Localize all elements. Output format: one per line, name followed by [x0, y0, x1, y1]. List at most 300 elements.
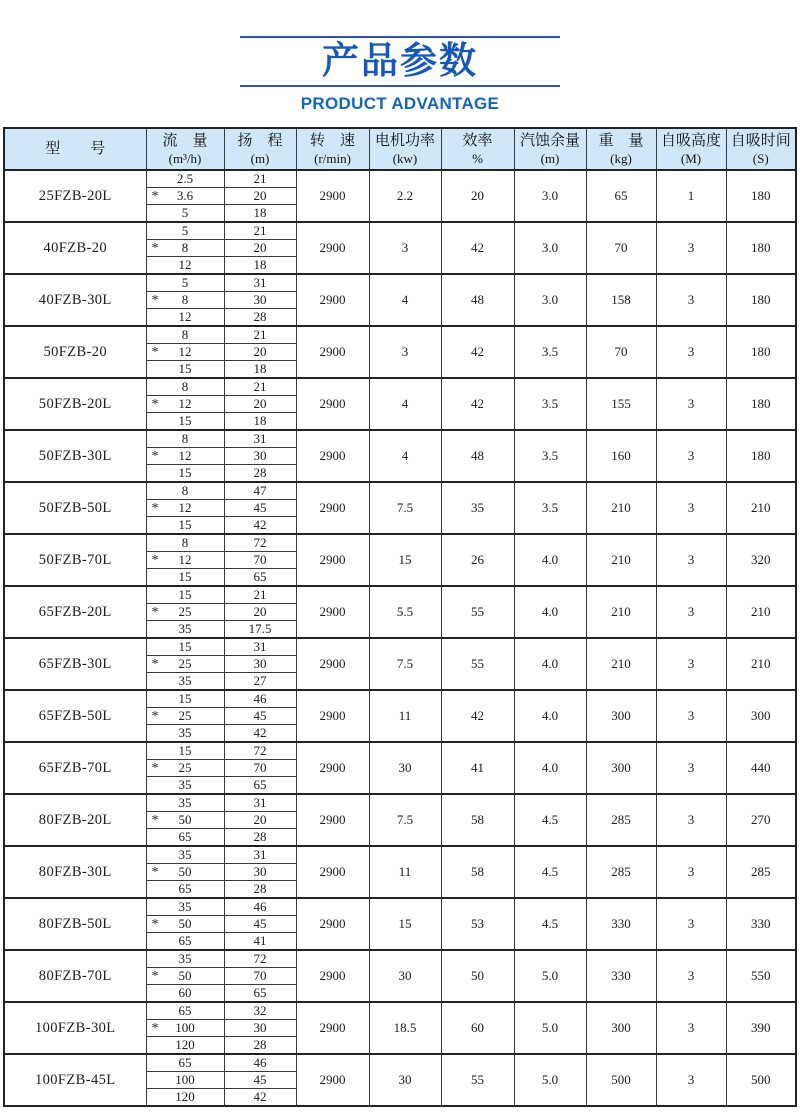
flow-cell [146, 361, 224, 379]
model-group [4, 846, 796, 898]
prime-height-cell: 3 [656, 690, 726, 742]
head-cell: 31 [224, 846, 296, 864]
col-label: 重 量 [598, 132, 644, 149]
weight-cell: 300 [586, 742, 656, 794]
col-header-speed [296, 128, 369, 170]
power-cell: 2.2 [369, 170, 441, 222]
flow-cell [146, 933, 224, 951]
head-cell: 27 [224, 673, 296, 691]
npsh-cell: 4.0 [514, 742, 586, 794]
head-cell: 20 [224, 344, 296, 361]
prime-height-cell: 3 [656, 274, 726, 326]
flow-cell [146, 378, 224, 396]
flow-value: 15 [178, 413, 192, 429]
head-cell: 28 [224, 1037, 296, 1055]
efficiency-cell: 55 [441, 1054, 514, 1106]
head-cell: 46 [224, 1054, 296, 1072]
title-rule-bottom [240, 85, 560, 87]
head-cell: 45 [224, 708, 296, 725]
head-cell: 20 [224, 240, 296, 257]
spec-subrow [4, 326, 796, 344]
prime-time-cell: 500 [726, 1054, 796, 1106]
flow-cell: * 100 [146, 1020, 224, 1037]
flow-cell: * 25 [146, 708, 224, 725]
col-label: 扬 程 [237, 132, 283, 149]
model-cell: 50FZB-20 [4, 326, 146, 378]
model-group [4, 1054, 796, 1106]
head-cell: 30 [224, 1020, 296, 1037]
flow-cell: * 25 [146, 656, 224, 673]
prime-time-cell: 440 [726, 742, 796, 794]
speed-cell: 2900 [296, 794, 369, 846]
flow-value: 3.6 [176, 188, 194, 204]
prime-height-cell: 1 [656, 170, 726, 222]
efficiency-cell: 55 [441, 638, 514, 690]
flow-value: 120 [175, 1089, 195, 1105]
speed-cell: 2900 [296, 222, 369, 274]
prime-height-cell: 3 [656, 1002, 726, 1054]
flow-value: 35 [178, 951, 192, 967]
col-header-flow [146, 128, 224, 170]
page-subtitle: PRODUCT ADVANTAGE [300, 94, 500, 114]
flow-value: 35 [178, 725, 192, 741]
weight-cell: 285 [586, 846, 656, 898]
flow-value: 15 [178, 691, 192, 707]
col-unit: (m) [540, 150, 560, 166]
head-cell: 45 [224, 1072, 296, 1089]
model-group [4, 794, 796, 846]
model-cell: 65FZB-70L [4, 742, 146, 794]
power-cell: 7.5 [369, 482, 441, 534]
efficiency-cell: 41 [441, 742, 514, 794]
head-cell: 42 [224, 1089, 296, 1107]
head-cell: 46 [224, 690, 296, 708]
col-label: 型 号 [45, 141, 106, 158]
model-group [4, 638, 796, 690]
flow-value: 35 [178, 673, 192, 689]
head-cell: 18 [224, 361, 296, 379]
head-cell: 32 [224, 1002, 296, 1020]
model-cell: 50FZB-70L [4, 534, 146, 586]
speed-cell: 2900 [296, 170, 369, 222]
flow-value: 50 [178, 812, 192, 828]
efficiency-cell: 50 [441, 950, 514, 1002]
weight-cell: 158 [586, 274, 656, 326]
npsh-cell: 5.0 [514, 1002, 586, 1054]
flow-value: 65 [178, 829, 192, 845]
head-cell: 31 [224, 430, 296, 448]
prime-time-cell: 180 [726, 170, 796, 222]
col-unit: (r/min) [314, 150, 351, 166]
flow-cell [146, 725, 224, 743]
spec-subrow [4, 1054, 796, 1072]
flow-value: 12 [178, 500, 192, 516]
npsh-cell: 4.0 [514, 534, 586, 586]
prime-time-cell: 300 [726, 690, 796, 742]
prime-time-cell: 210 [726, 482, 796, 534]
flow-value: 35 [178, 621, 192, 637]
npsh-cell: 4.5 [514, 898, 586, 950]
prime-height-cell: 3 [656, 534, 726, 586]
head-cell: 20 [224, 396, 296, 413]
head-cell: 21 [224, 170, 296, 188]
prime-height-cell: 3 [656, 222, 726, 274]
power-cell: 15 [369, 898, 441, 950]
power-cell: 30 [369, 950, 441, 1002]
flow-value: 5 [181, 275, 189, 291]
title-rule-top [240, 36, 560, 38]
flow-value: 50 [178, 916, 192, 932]
flow-value: 12 [178, 552, 192, 568]
prime-height-cell: 3 [656, 794, 726, 846]
head-cell: 30 [224, 292, 296, 309]
prime-height-cell: 3 [656, 1054, 726, 1106]
head-cell: 70 [224, 968, 296, 985]
prime-time-cell: 180 [726, 274, 796, 326]
col-header-power [369, 128, 441, 170]
head-cell: 21 [224, 586, 296, 604]
head-cell: 30 [224, 448, 296, 465]
weight-cell: 285 [586, 794, 656, 846]
flow-value: 15 [178, 361, 192, 377]
head-cell: 30 [224, 864, 296, 881]
flow-value: 8 [181, 379, 189, 395]
flow-value: 5 [181, 205, 189, 221]
flow-cell: * 50 [146, 864, 224, 881]
npsh-cell: 3.0 [514, 222, 586, 274]
flow-cell: * 25 [146, 760, 224, 777]
flow-value: 25 [178, 708, 192, 724]
model-cell: 40FZB-30L [4, 274, 146, 326]
head-cell: 28 [224, 829, 296, 847]
head-cell: 47 [224, 482, 296, 500]
head-cell: 65 [224, 777, 296, 795]
head-cell: 45 [224, 916, 296, 933]
flow-value: 65 [178, 881, 192, 897]
npsh-cell: 3.0 [514, 170, 586, 222]
weight-cell: 210 [586, 482, 656, 534]
spec-subrow [4, 846, 796, 864]
flow-value: 8 [181, 292, 189, 308]
flow-cell: * 8 [146, 292, 224, 309]
model-group [4, 170, 796, 222]
head-cell: 65 [224, 569, 296, 587]
spec-subrow [4, 690, 796, 708]
model-group [4, 482, 796, 534]
flow-value: 15 [178, 465, 192, 481]
power-cell: 7.5 [369, 638, 441, 690]
model-cell: 50FZB-50L [4, 482, 146, 534]
head-cell: 17.5 [224, 621, 296, 639]
flow-cell [146, 881, 224, 899]
col-label: 效率 [462, 132, 493, 149]
head-cell: 72 [224, 534, 296, 552]
spec-subrow [4, 378, 796, 396]
flow-value: 35 [178, 795, 192, 811]
prime-time-cell: 550 [726, 950, 796, 1002]
speed-cell: 2900 [296, 638, 369, 690]
flow-cell: * 50 [146, 916, 224, 933]
head-cell: 21 [224, 326, 296, 344]
spec-subrow [4, 274, 796, 292]
spec-subrow [4, 222, 796, 240]
col-header-weight [586, 128, 656, 170]
npsh-cell: 3.5 [514, 482, 586, 534]
col-unit: % [472, 150, 483, 166]
efficiency-cell: 26 [441, 534, 514, 586]
flow-cell [146, 777, 224, 795]
col-unit: (m³/h) [168, 150, 202, 166]
power-cell: 30 [369, 742, 441, 794]
head-cell: 21 [224, 222, 296, 240]
flow-value: 65 [178, 1003, 192, 1019]
flow-cell [146, 413, 224, 431]
flow-cell [146, 985, 224, 1003]
model-cell: 40FZB-20 [4, 222, 146, 274]
head-cell: 18 [224, 205, 296, 223]
npsh-cell: 5.0 [514, 950, 586, 1002]
flow-value: 12 [178, 448, 192, 464]
model-cell: 100FZB-30L [4, 1002, 146, 1054]
spec-table-header [4, 128, 796, 170]
head-cell: 31 [224, 638, 296, 656]
weight-cell: 300 [586, 690, 656, 742]
flow-cell [146, 1054, 224, 1072]
col-header-prime-height [656, 128, 726, 170]
col-label: 转 速 [309, 132, 355, 149]
prime-height-cell: 3 [656, 846, 726, 898]
flow-value: 5 [181, 223, 189, 239]
power-cell: 18.5 [369, 1002, 441, 1054]
flow-cell [146, 326, 224, 344]
weight-cell: 210 [586, 638, 656, 690]
prime-time-cell: 180 [726, 222, 796, 274]
flow-cell [146, 205, 224, 223]
col-label: 汽蚀余量 [519, 132, 580, 149]
flow-cell [146, 742, 224, 760]
flow-cell [146, 1089, 224, 1107]
npsh-cell: 4.0 [514, 690, 586, 742]
model-cell: 65FZB-20L [4, 586, 146, 638]
flow-cell [146, 621, 224, 639]
efficiency-cell: 48 [441, 274, 514, 326]
flow-cell [146, 586, 224, 604]
col-header-prime-time [726, 128, 796, 170]
head-cell: 30 [224, 656, 296, 673]
efficiency-cell: 55 [441, 586, 514, 638]
col-label: 流 量 [162, 132, 208, 149]
power-cell: 30 [369, 1054, 441, 1106]
power-cell: 4 [369, 430, 441, 482]
flow-value: 15 [178, 639, 192, 655]
spec-subrow [4, 482, 796, 500]
prime-time-cell: 210 [726, 586, 796, 638]
prime-time-cell: 285 [726, 846, 796, 898]
col-unit: (kw) [392, 150, 418, 166]
head-cell: 20 [224, 604, 296, 621]
model-group [4, 690, 796, 742]
power-cell: 5.5 [369, 586, 441, 638]
efficiency-cell: 58 [441, 794, 514, 846]
efficiency-cell: 35 [441, 482, 514, 534]
flow-value: 60 [178, 985, 192, 1001]
power-cell: 15 [369, 534, 441, 586]
flow-cell [146, 794, 224, 812]
header-row [4, 128, 796, 170]
flow-cell: * 12 [146, 396, 224, 413]
col-header-head [224, 128, 296, 170]
head-cell: 65 [224, 985, 296, 1003]
model-group [4, 1002, 796, 1054]
model-cell: 100FZB-45L [4, 1054, 146, 1106]
prime-time-cell: 180 [726, 378, 796, 430]
prime-time-cell: 180 [726, 430, 796, 482]
col-unit: (kg) [610, 150, 632, 166]
npsh-cell: 4.5 [514, 794, 586, 846]
npsh-cell: 4.0 [514, 586, 586, 638]
weight-cell: 155 [586, 378, 656, 430]
flow-cell: * 50 [146, 968, 224, 985]
head-cell: 18 [224, 257, 296, 275]
flow-value: 35 [178, 777, 192, 793]
head-cell: 70 [224, 552, 296, 569]
weight-cell: 65 [586, 170, 656, 222]
model-cell: 80FZB-20L [4, 794, 146, 846]
head-cell: 72 [224, 742, 296, 760]
spec-subrow [4, 794, 796, 812]
head-cell: 42 [224, 725, 296, 743]
flow-value: 8 [181, 240, 189, 256]
model-group [4, 742, 796, 794]
col-header-npsh [514, 128, 586, 170]
model-group [4, 898, 796, 950]
spec-subrow [4, 898, 796, 916]
flow-cell [146, 569, 224, 587]
spec-subrow [4, 170, 796, 188]
head-cell: 42 [224, 517, 296, 535]
speed-cell: 2900 [296, 534, 369, 586]
model-cell: 25FZB-20L [4, 170, 146, 222]
speed-cell: 2900 [296, 898, 369, 950]
speed-cell: 2900 [296, 950, 369, 1002]
weight-cell: 70 [586, 222, 656, 274]
speed-cell: 2900 [296, 326, 369, 378]
flow-cell [146, 465, 224, 483]
flow-cell [146, 274, 224, 292]
col-header-model [4, 128, 146, 170]
flow-cell [146, 829, 224, 847]
flow-cell [146, 846, 224, 864]
flow-value: 15 [178, 743, 192, 759]
prime-time-cell: 210 [726, 638, 796, 690]
weight-cell: 160 [586, 430, 656, 482]
head-cell: 28 [224, 465, 296, 483]
model-group [4, 430, 796, 482]
power-cell: 4 [369, 378, 441, 430]
power-cell: 11 [369, 846, 441, 898]
flow-cell: * 12 [146, 344, 224, 361]
flow-cell [146, 1002, 224, 1020]
efficiency-cell: 42 [441, 378, 514, 430]
speed-cell: 2900 [296, 482, 369, 534]
flow-value: 15 [178, 517, 192, 533]
flow-value: 35 [178, 847, 192, 863]
weight-cell: 330 [586, 950, 656, 1002]
npsh-cell: 3.5 [514, 378, 586, 430]
flow-cell: * 8 [146, 240, 224, 257]
npsh-cell: 3.0 [514, 274, 586, 326]
model-group [4, 378, 796, 430]
flow-cell [146, 950, 224, 968]
flow-value: 65 [178, 933, 192, 949]
flow-value: 12 [178, 257, 192, 273]
flow-value: 100 [175, 1020, 195, 1036]
flow-cell [146, 517, 224, 535]
head-cell: 72 [224, 950, 296, 968]
efficiency-cell: 42 [441, 222, 514, 274]
prime-time-cell: 330 [726, 898, 796, 950]
model-cell: 65FZB-30L [4, 638, 146, 690]
weight-cell: 210 [586, 586, 656, 638]
weight-cell: 210 [586, 534, 656, 586]
efficiency-cell: 60 [441, 1002, 514, 1054]
power-cell: 11 [369, 690, 441, 742]
power-cell: 4 [369, 274, 441, 326]
page-title: 产品参数 [322, 39, 478, 82]
col-header-efficiency [441, 128, 514, 170]
flow-value: 35 [178, 899, 192, 915]
prime-height-cell: 3 [656, 638, 726, 690]
flow-cell [146, 482, 224, 500]
prime-height-cell: 3 [656, 950, 726, 1002]
model-group [4, 222, 796, 274]
model-group [4, 534, 796, 586]
prime-time-cell: 390 [726, 1002, 796, 1054]
flow-cell [146, 534, 224, 552]
speed-cell: 2900 [296, 586, 369, 638]
flow-cell: * 12 [146, 448, 224, 465]
model-cell: 80FZB-70L [4, 950, 146, 1002]
efficiency-cell: 20 [441, 170, 514, 222]
page-header [0, 0, 800, 114]
efficiency-cell: 58 [441, 846, 514, 898]
head-cell: 46 [224, 898, 296, 916]
col-unit: (m) [250, 150, 270, 166]
flow-cell: * 50 [146, 812, 224, 829]
weight-cell: 300 [586, 1002, 656, 1054]
npsh-cell: 5.0 [514, 1054, 586, 1106]
prime-time-cell: 180 [726, 326, 796, 378]
flow-value: 25 [178, 656, 192, 672]
flow-cell: * 3.6 [146, 188, 224, 205]
flow-value: 50 [178, 864, 192, 880]
npsh-cell: 4.0 [514, 638, 586, 690]
spec-subrow [4, 638, 796, 656]
flow-value: 8 [181, 483, 189, 499]
col-unit: (M) [680, 150, 702, 166]
model-cell: 80FZB-50L [4, 898, 146, 950]
spec-subrow [4, 534, 796, 552]
flow-cell: * 12 [146, 500, 224, 517]
flow-value: 8 [181, 431, 189, 447]
flow-value: 100 [175, 1072, 195, 1088]
speed-cell: 2900 [296, 846, 369, 898]
model-cell: 50FZB-20L [4, 378, 146, 430]
speed-cell: 2900 [296, 1002, 369, 1054]
speed-cell: 2900 [296, 690, 369, 742]
head-cell: 28 [224, 881, 296, 899]
flow-cell [146, 1072, 224, 1089]
